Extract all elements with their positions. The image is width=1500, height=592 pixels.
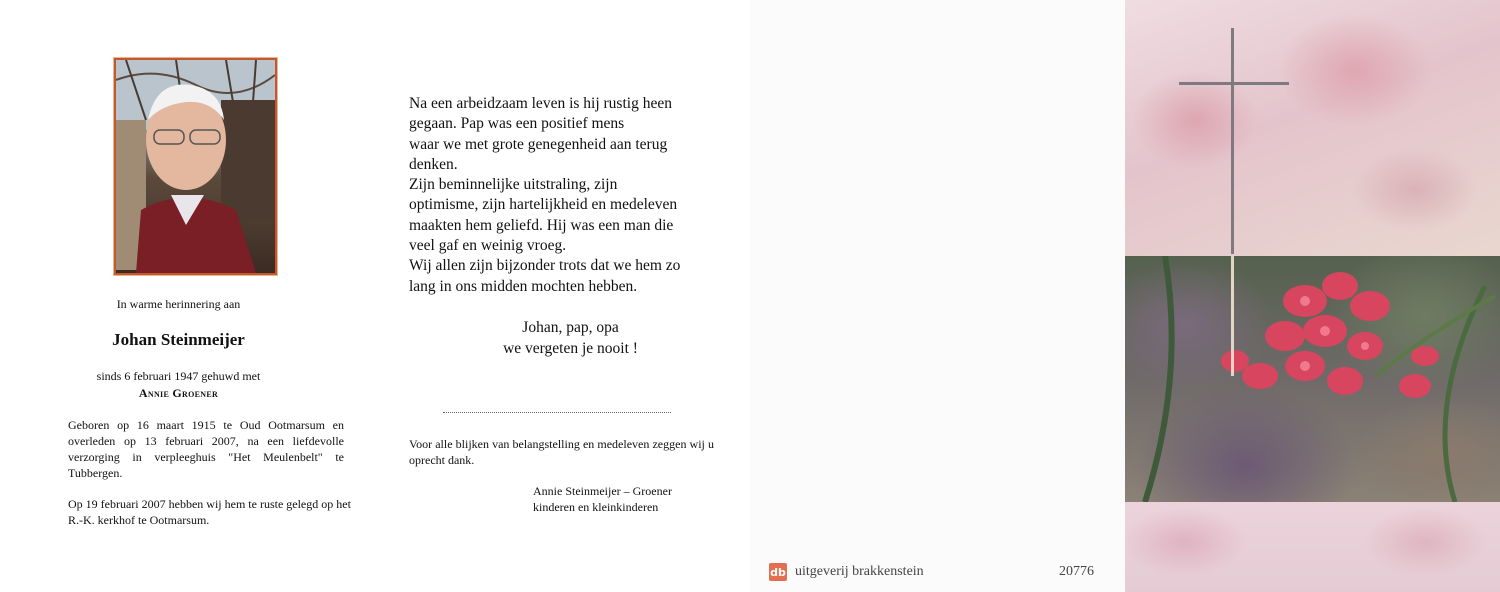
poem-line: denken. — [409, 155, 458, 173]
orchid-illustration — [1125, 256, 1500, 502]
cover-floral-background-top — [1125, 0, 1500, 256]
publisher-name: uitgeverij brakkenstein — [795, 564, 924, 579]
deceased-name: Johan Steinmeijer — [112, 330, 245, 349]
birth-death-text: Geboren op 16 maart 1915 te Oud Ootmarsum en overleden op 13 februari 2007, na een liefdevolle verzorging in verpleeghuis "Het Meulenbelt" te Tubbergen. — [68, 418, 344, 480]
dotted-divider — [443, 412, 671, 413]
orchid-photo — [1125, 256, 1500, 502]
cross-arm — [1179, 82, 1289, 85]
card-back-panel — [750, 0, 1125, 592]
poem-line: maakten hem geliefd. Hij was een man die — [409, 216, 674, 234]
farewell-text — [383, 318, 758, 359]
card-left-panel — [0, 0, 375, 592]
portrait-photo — [116, 60, 275, 273]
poem-text — [409, 94, 729, 297]
poem-line: Wij allen zijn bijzonder trots dat we hem zo — [409, 257, 681, 275]
card-number: 20776 — [1059, 564, 1094, 579]
poem-line: Na een arbeidzaam leven is hij rustig heen — [409, 95, 672, 112]
married-line: sinds 6 februari 1947 gehuwd met — [96, 369, 261, 383]
thanks-text: Voor alle blijken van belangstelling en medeleven zeggen wij u oprecht dank. — [409, 437, 714, 467]
poem-line: gegaan. Pap was een positief mens — [409, 115, 625, 133]
cross-icon — [1231, 28, 1234, 254]
cross-lower-stem — [1231, 256, 1234, 376]
signature-family: Annie Steinmeijer – Groener — [533, 484, 672, 498]
signature-children: kinderen en kleinkinderen — [533, 500, 659, 514]
memory-intro: In warme herinnering aan — [116, 297, 241, 311]
card-middle-panel — [375, 0, 751, 592]
portrait-frame — [113, 57, 278, 276]
card-cover-panel — [1125, 0, 1500, 592]
portrait-illustration — [116, 60, 275, 273]
publisher-credit — [769, 563, 924, 581]
poem-line: waar we met grote genegenheid aan terug — [409, 135, 668, 153]
poem-line: Zijn beminnelijke uitstraling, zijn — [409, 176, 618, 194]
poem-line: optimisme, zijn hartelijkheid en medeleven — [409, 196, 678, 214]
poem-line: veel gaf en weinig vroeg. — [409, 237, 567, 255]
farewell-line: Johan, pap, opa — [522, 319, 619, 336]
publisher-logo-icon: db — [769, 563, 787, 581]
spouse-name: Annie Groener — [138, 386, 219, 400]
poem-line: lang in ons midden mochten hebben. — [409, 277, 638, 295]
cover-floral-background-bottom — [1125, 502, 1500, 592]
farewell-line: we vergeten je nooit ! — [503, 339, 638, 357]
burial-text: Op 19 februari 2007 hebben wij hem te ruste gelegd op het R.-K. kerkhof te Ootmarsum. — [68, 497, 351, 527]
